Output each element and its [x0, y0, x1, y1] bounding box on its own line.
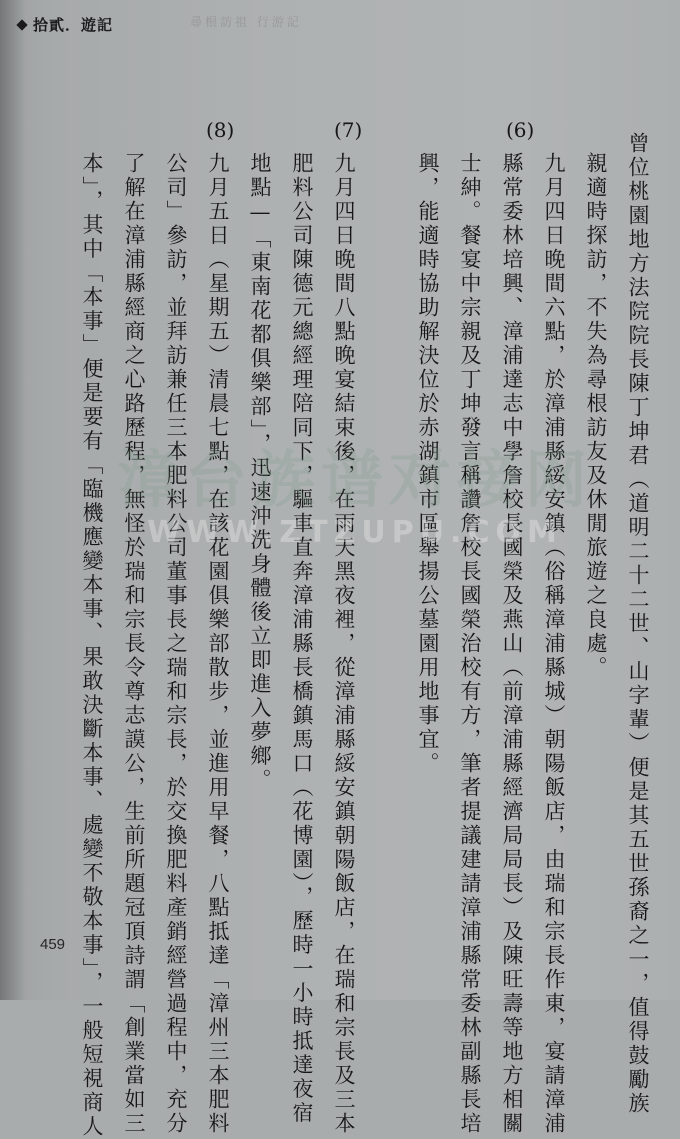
text-column: 了解在漳浦縣經商之心路歷程，無怪於瑞和宗長令尊志謨公，生前所題冠頂詩謂「創業當如三	[122, 152, 146, 1136]
bleed-through-text: 尋根訪祖 行游記	[190, 15, 302, 29]
item-number-6: (6)	[506, 118, 535, 142]
text-column: 士紳。餐宴中宗親及丁坤發言稱讚詹校長國榮治校有方，筆者提議建請漳浦縣常委林副縣長培	[458, 152, 482, 1136]
text-column: 本」，其中「本事」便是要有「臨機應變本事、果敢決斷本事、處變不敬本事」，一般短視商人	[80, 152, 104, 1139]
text-column: 九月四日晚間八點晚宴結束後，在雨天黑夜裡，從漳浦縣綏安鎮朝陽飯店，在瑞和宗長及三本	[332, 152, 356, 1136]
text-column: 九月四日晚間六點，於漳浦縣綏安鎮（俗稱漳浦縣城）朝陽飯店，由瑞和宗長作東，宴請漳浦	[542, 152, 566, 1136]
text-column: 縣常委林培興、漳浦達志中學詹校長國榮及燕山（前漳浦縣經濟局局長）及陳旺壽等地方相關	[500, 152, 524, 1136]
spine-shadow	[0, 0, 26, 1000]
item-number-7: (7)	[334, 118, 363, 142]
watermark-url: WWW.ZTZUPU.COM	[147, 515, 563, 550]
text-column: 地點—「東南花都俱樂部」，迅速沖洗身體後立即進入夢鄉。	[248, 152, 272, 793]
text-column: 九月五日（星期五）清晨七點，在該花園俱樂部散步，並進用早餐，八點抵達「漳州三本肥料	[206, 152, 230, 1136]
text-column: 親適時探訪，不失為尋根訪友及休閒旅遊之良處。	[584, 152, 608, 680]
page-number: 459	[40, 936, 66, 953]
text-column: 公司」參訪，並拜訪兼任三本肥料公司董事長之瑞和宗長，於交換肥料產銷經營過程中，充分	[164, 152, 188, 1136]
watermark-text: 漳台族谱对接网	[116, 443, 593, 516]
item-number-8: (8)	[206, 118, 235, 142]
running-header	[18, 14, 113, 35]
text-column: 肥料公司陳德元總經理陪同下，驅車直奔漳浦縣長橋鎮馬口（花博園），歷時一小時抵達夜宿	[290, 152, 314, 1126]
text-column: 興，能適時協助解決位於赤湖鎮市區舉揚公墓園用地事宜。	[416, 152, 440, 776]
chapter-title: 拾貳．遊記	[33, 16, 114, 34]
text-column: 曾位桃園地方法院院長陳丁坤君（道明二十二世、山字輩）便是其五世孫裔之一，值得鼓勵族	[626, 132, 650, 1116]
diamond-bullet-icon	[16, 19, 27, 30]
